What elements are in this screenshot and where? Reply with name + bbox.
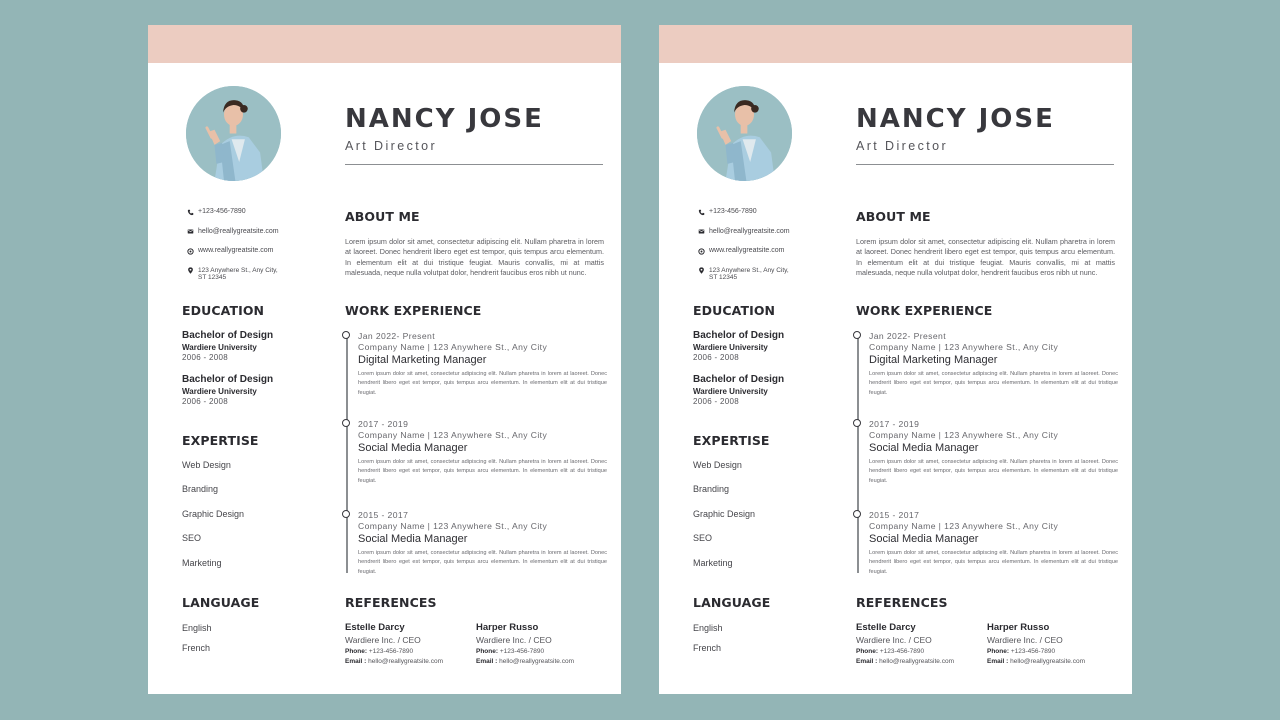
timeline-dot-icon (853, 419, 861, 427)
work-experience-heading: WORK EXPERIENCE (345, 303, 482, 318)
phone-icon (182, 208, 198, 216)
job-period: Jan 2022- Present (358, 331, 436, 341)
expertise-item: Marketing (693, 557, 733, 568)
expertise-item: Branding (182, 484, 219, 495)
job-description: Lorem ipsum dolor sit amet, consectetur adipiscing elit. Nullam pharetra in lorem at laoreet. Donec hendrerit libero eget est tempor, quis tempus arcu elementum. In elementum elit at dui tristique feugiat. (358, 459, 607, 484)
candidate-name: NANCY JOSE (856, 104, 1055, 134)
reference-email (987, 657, 1118, 667)
job-period: 2015 - 2017 (358, 510, 409, 520)
email-label: Email : (987, 658, 1009, 665)
expertise-item: Marketing (182, 557, 222, 568)
expertise-list (693, 460, 833, 569)
language-item: French (182, 643, 211, 653)
email-value: hello@reallygreatsite.com (368, 658, 444, 665)
timeline-dot-icon (342, 510, 350, 518)
email-value: hello@reallygreatsite.com (1010, 658, 1086, 665)
job-description: Lorem ipsum dolor sit amet, consectetur adipiscing elit. Nullam pharetra in lorem at laoreet. Donec hendrerit libero eget est tempor, quis tempus arcu elementum. In elementum elit at dui tristique feugiat. (869, 550, 1118, 575)
about-heading: ABOUT ME (856, 209, 931, 224)
job-title: Social Media Manager (358, 533, 468, 545)
job-description: Lorem ipsum dolor sit amet, consectetur adipiscing elit. Nullam pharetra in lorem at laoreet. Donec hendrerit libero eget est tempor, quis tempus arcu elementum. In elementum elit at dui tristique feugiat. (869, 459, 1118, 484)
language-list (182, 623, 322, 654)
education-heading: EDUCATION (182, 303, 265, 318)
website-text: www.reallygreatsite.com (198, 247, 274, 254)
job-entry (345, 331, 607, 398)
reference-email (476, 657, 607, 667)
job-description: Lorem ipsum dolor sit amet, consectetur adipiscing elit. Nullam pharetra in lorem at laoreet. Donec hendrerit libero eget est tempor, quis tempus arcu elementum. In elementum elit at dui tristique feugiat. (358, 550, 607, 575)
education-item (182, 374, 332, 407)
school: Wardiere University (693, 343, 768, 352)
resume-page-left (148, 25, 621, 694)
address-text (709, 267, 789, 282)
contact-phone (693, 208, 823, 216)
expertise-item: SEO (182, 533, 202, 544)
job-entry (345, 510, 607, 577)
reference-phone (987, 647, 1118, 657)
phone-label: Phone: (987, 648, 1010, 655)
education-heading: EDUCATION (693, 303, 776, 318)
email-label: Email : (476, 658, 498, 665)
address-line-2: ST 12345 (198, 274, 227, 281)
candidate-name: NANCY JOSE (345, 104, 544, 134)
reference-position: Wardiere Inc. / CEO (345, 635, 421, 645)
location-icon (693, 267, 709, 275)
education-item (182, 330, 332, 363)
degree: Bachelor of Design (182, 330, 274, 341)
timeline-dot-icon (342, 331, 350, 339)
profile-photo (697, 86, 792, 181)
header-color-band (148, 25, 621, 63)
portrait-image (186, 86, 281, 181)
reference-item (345, 622, 476, 667)
timeline-dot-icon (853, 510, 861, 518)
reference-item (856, 622, 987, 667)
job-company: Company Name | 123 Anywhere St., Any City (869, 521, 1059, 531)
contact-email (182, 228, 312, 236)
reference-email (856, 657, 987, 667)
expertise-item: Web Design (182, 460, 231, 470)
timeline-dot-icon (853, 331, 861, 339)
email-text: hello@reallygreatsite.com (198, 227, 279, 235)
language-item: French (693, 643, 722, 653)
about-text: Lorem ipsum dolor sit amet, consectetur adipiscing elit. Nullam pharetra in lorem at laoreet. Donec hendrerit libero eget est tempor, quis tempus arcu elementum. In elementum elit at dui tristique feugiat. Mauris convallis, mi at mattis malesuada, neque nulla volutpat dolor, hendrerit faucibus eros nibh ut nunc. (856, 237, 1115, 277)
degree: Bachelor of Design (693, 330, 785, 341)
job-entry (856, 331, 1118, 398)
reference-name: Estelle Darcy (856, 622, 916, 633)
about-heading: ABOUT ME (345, 209, 420, 224)
job-period: 2015 - 2017 (869, 510, 920, 520)
job-company: Company Name | 123 Anywhere St., Any City (358, 430, 548, 440)
email-value: hello@reallygreatsite.com (499, 658, 575, 665)
reference-phone (856, 647, 987, 657)
phone-value: +123-456-7890 (368, 648, 414, 655)
location-icon (182, 267, 198, 275)
web-icon (693, 247, 709, 255)
language-heading: LANGUAGE (182, 595, 260, 610)
job-entry (856, 419, 1118, 486)
job-description: Lorem ipsum dolor sit amet, consectetur adipiscing elit. Nullam pharetra in lorem at laoreet. Donec hendrerit libero eget est tempor, quis tempus arcu elementum. In elementum elit at dui tristique feugiat. (869, 371, 1118, 396)
job-title: Social Media Manager (869, 442, 979, 454)
candidate-role: Art Director (345, 139, 438, 153)
phone-label: Phone: (345, 648, 368, 655)
email-value: hello@reallygreatsite.com (879, 658, 955, 665)
timeline-dot-icon (342, 419, 350, 427)
address-line-2: ST 12345 (709, 274, 738, 281)
web-icon (182, 247, 198, 255)
expertise-item: Branding (693, 484, 730, 495)
reference-name: Harper Russo (987, 622, 1050, 633)
references-heading: REFERENCES (856, 595, 948, 610)
contact-website (182, 247, 312, 255)
profile-photo (186, 86, 281, 181)
phone-icon (693, 208, 709, 216)
email-icon (693, 228, 709, 236)
phone-label: Phone: (476, 648, 499, 655)
reference-item (476, 622, 607, 667)
phone-value: +123-456-7890 (1010, 648, 1056, 655)
reference-name: Estelle Darcy (345, 622, 405, 633)
phone-text: +123-456-7890 (198, 208, 246, 215)
contact-list (693, 208, 823, 293)
reference-position: Wardiere Inc. / CEO (987, 635, 1063, 645)
school: Wardiere University (182, 343, 257, 352)
phone-label: Phone: (856, 648, 879, 655)
years: 2006 - 2008 (182, 353, 229, 362)
references-list (856, 622, 1118, 667)
expertise-item: Web Design (693, 460, 742, 470)
contact-website (693, 247, 823, 255)
reference-phone (476, 647, 607, 657)
job-company: Company Name | 123 Anywhere St., Any City (869, 430, 1059, 440)
job-title: Digital Marketing Manager (358, 354, 487, 366)
phone-value: +123-456-7890 (879, 648, 925, 655)
school: Wardiere University (182, 387, 257, 396)
contact-address (693, 267, 823, 282)
language-item: English (182, 623, 212, 633)
references-list (345, 622, 607, 667)
job-period: 2017 - 2019 (358, 419, 409, 429)
job-period: 2017 - 2019 (869, 419, 920, 429)
portrait-image (697, 86, 792, 181)
website-text: www.reallygreatsite.com (709, 247, 785, 254)
education-item (693, 374, 843, 407)
address-line-1: 123 Anywhere St., Any City, (198, 266, 278, 274)
email-icon (182, 228, 198, 236)
phone-value: +123-456-7890 (499, 648, 545, 655)
reference-item (987, 622, 1118, 667)
resume-page-right (659, 25, 1132, 694)
references-heading: REFERENCES (345, 595, 437, 610)
email-text: hello@reallygreatsite.com (709, 227, 790, 235)
language-list (693, 623, 833, 654)
education-item (693, 330, 843, 363)
about-text: Lorem ipsum dolor sit amet, consectetur adipiscing elit. Nullam pharetra in lorem at laoreet. Donec hendrerit libero eget est tempor, quis tempus arcu elementum. In elementum elit at dui tristique feugiat. Mauris convallis, mi at mattis malesuada, neque nulla volutpat dolor, hendrerit faucibus eros nibh ut nunc. (345, 237, 604, 277)
divider (856, 164, 1114, 165)
reference-position: Wardiere Inc. / CEO (856, 635, 932, 645)
job-company: Company Name | 123 Anywhere St., Any City (869, 342, 1059, 352)
email-label: Email : (345, 658, 367, 665)
degree: Bachelor of Design (182, 374, 274, 385)
expertise-heading: EXPERTISE (182, 433, 259, 448)
phone-text: +123-456-7890 (709, 208, 757, 215)
expertise-item: Graphic Design (182, 508, 245, 519)
work-experience-heading: WORK EXPERIENCE (856, 303, 993, 318)
reference-position: Wardiere Inc. / CEO (476, 635, 552, 645)
years: 2006 - 2008 (693, 397, 740, 406)
job-description: Lorem ipsum dolor sit amet, consectetur adipiscing elit. Nullam pharetra in lorem at laoreet. Donec hendrerit libero eget est tempor, quis tempus arcu elementum. In elementum elit at dui tristique feugiat. (358, 371, 607, 396)
divider (345, 164, 603, 165)
expertise-item: Graphic Design (693, 508, 756, 519)
contact-phone (182, 208, 312, 216)
job-title: Digital Marketing Manager (869, 354, 998, 366)
expertise-item: SEO (693, 533, 713, 544)
job-title: Social Media Manager (869, 533, 979, 545)
years: 2006 - 2008 (693, 353, 740, 362)
expertise-list (182, 460, 322, 569)
job-entry (345, 419, 607, 486)
language-item: English (693, 623, 723, 633)
address-line-1: 123 Anywhere St., Any City, (709, 266, 789, 274)
language-heading: LANGUAGE (693, 595, 771, 610)
job-company: Company Name | 123 Anywhere St., Any City (358, 342, 548, 352)
reference-phone (345, 647, 476, 657)
contact-email (693, 228, 823, 236)
address-text (198, 267, 278, 282)
candidate-role: Art Director (856, 139, 949, 153)
job-period: Jan 2022- Present (869, 331, 947, 341)
years: 2006 - 2008 (182, 397, 229, 406)
expertise-heading: EXPERTISE (693, 433, 770, 448)
email-label: Email : (856, 658, 878, 665)
contact-list (182, 208, 312, 293)
reference-name: Harper Russo (476, 622, 539, 633)
job-company: Company Name | 123 Anywhere St., Any City (358, 521, 548, 531)
job-title: Social Media Manager (358, 442, 468, 454)
school: Wardiere University (693, 387, 768, 396)
job-entry (856, 510, 1118, 577)
reference-email (345, 657, 476, 667)
degree: Bachelor of Design (693, 374, 785, 385)
contact-address (182, 267, 312, 282)
header-color-band (659, 25, 1132, 63)
